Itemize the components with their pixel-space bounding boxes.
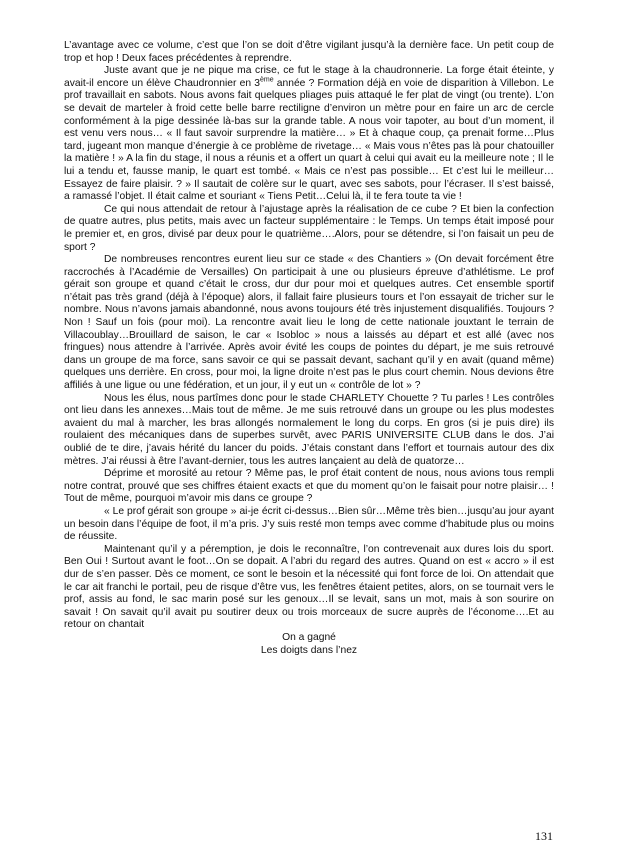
paragraph-8: Maintenant qu’il y a péremption, je dois le reconnaître, l’on contrevenait aux dures lois du sport. Ben Oui ! Surtout avant le foot…On se dopait. A l’abri du regard des autres. Quand on est « accro » il est dur de s’en passer. Dès ce moment, ce sont le besoin et la nécessité qui font force de loi. On attendait que le car ait franchi le portail, peu de risque d’être vus, les fenêtres étaient petites, alors, on se tournait vers le prof, assis au fond, le sac marin posé sur les genoux…Il se levait, sans un mot, mais à son sourire on savait ! On savait qu’il avait pu soutirer deux ou trois morceaux de sucre auprès de l’économe….Et au retour on chantait [64,543,554,631]
paragraph-6: Déprime et morosité au retour ? Même pas, le prof était content de nous, nous avions tous rempli notre contrat, prouvé que ses chiffres étaient exacts et que du moment qu’on le faisait pour notre plaisir… ! Tout de même, pourquoi m’avoir mis dans ce groupe ? [64,468,554,505]
paragraph-7: « Le prof gérait son groupe » ai-je écrit ci-dessus…Bien sûr…Même très bien…jusqu’au jour ayant un besoin dans l’équipe de foot, il m’a pris. J’y suis resté mon temps avec comme d’habitude plus ou moins de réussite. [64,505,554,543]
paragraph-4: De nombreuses rencontres eurent lieu sur ce stade « des Chantiers » (On devait forcément être raccrochés à l’Académie de Versailles) On participait à une ou plusieurs épreuve d’athlétisme. Le prof gérait son groupe et quand c’était le cross, dur dur pour moi et quelques autres. Cet ensemble sportif n’était pas très grand (déjà à l’époque) alors, il fallait faire plusieurs tours et l’on essayait de tricher sur le nombre. Nous n’avons jamais abandonné, nous avons toujours été très injustement disqualifiés. Toujours ? Non ! Sauf un fois (pour moi). La rencontre avait lieu le long de cette nationale jouxtant le terrain de Villacoublay…Brouillard de saison, le car « Isobloc » nous a laissés au départ et est allé (avec nos fringues) nous attendre à l’arrivée. Après avoir évité les coups de pointes du départ, je me suis retrouvé dans un groupe de ma force, sans savoir ce qui se passait devant, sachant qu’il y en avait (quand même) quelques uns derrière. En cross, pour moi, la ligne droite n’est pas le plus court chemin. Nous devions être affiliés à une ligue ou une fédération, et un jour, il y eut un « contrôle de lot » ? [64,254,554,392]
paragraph-2-part-a: Juste avant que je ne pique ma crise, ce fut le stage à la chaudronnerie. La forge était éteinte, y avait-il encore un élève Chaudronnier en 3 [64,65,554,89]
paragraph-5: Nous les élus, nous partîmes donc pour le stade CHARLETY Chouette ? Tu parles ! Les contrôles ont lieu dans les annexes…Mais tout de même. Je me suis retrouvé dans un groupe ou les plus modestes avaient du mal à marcher, les bras allongés normalement le long du corps. En gros (si je puis dire) ils roulaient des mécaniques dans de superbes survêt, avec PARIS UNIVERSITE CLUB dans le dos. J’ai oublié de te dire, j’avais hérité du lancer du poids. J’étais constant dans l’effort et tournais autour des dix mètres. J’ai réussi à être l’avant-dernier, tous les autres lançaient au delà de quatorze… [64,392,554,467]
paragraph-1: L’avantage avec ce volume, c’est que l’on se doit d’être vigilant jusqu’à la dernière face. Un petit coup de trop et hop ! Deux faces précédentes à reprendre. [64,40,554,64]
paragraph-2 [64,65,554,204]
song-line-1: On a gagné [282,631,336,643]
paragraph-3: Ce qui nous attendait de retour à l’ajustage après la réalisation de ce cube ? Et bien la confection de quatre autres, plus petits, mais avec un facteur supplémentaire : le Temps. Un temps était imposé pour le premier et, en gros, divisé par deux pour le quatrième….Alors, pour se détendre, si l’on faisait un peu de sport ? [64,203,554,253]
song-line-2: Les doigts dans l’nez [260,644,358,656]
paragraph-2-part-b: année ? Formation déjà en voie de disparition à Villebon. Le prof travaillait en sabots. Nous avons fait quelques pliages puis attaqué le fer plat de vingt (ou trente). L’on se devait de marteler à froid cette belle barre rectiligne d’environ un mètre pour en faire un arc de cercle conformément à la pige dessinée là-bas sur la grande table. A nous voir tapoter, au bout d’un moment, il est venu vers nous… « Il faut savoir surprendre la matière… » Et à chaque coup, ça prenait forme…Plus tard, jugeant mon manque d’énergie à ce problème de rivetage… « Mais vous n’êtes pas là pour chatouiller la matière ! » A la fin du stage, il nous a réunis et a offert un quart à celui qui avait eu la meilleure note ; Il le lui a tendu et, fausse manip, le quart est tombé. « Mais ce n’est pas possible… Et c’est lui le meilleur…Essayez de faire plaisir. ? » Il sautait de colère sur le quart, avec ses sabots, pour l’écraser. Il s’est baissé, a ramassé l’objet. Il était calme et souriant « Tiens Petit…Celui là, il te fera toute ta vie ! [64,77,554,203]
page-number: 131 [535,829,553,843]
superscript-eme: ème [259,76,274,84]
document-body [64,40,554,657]
